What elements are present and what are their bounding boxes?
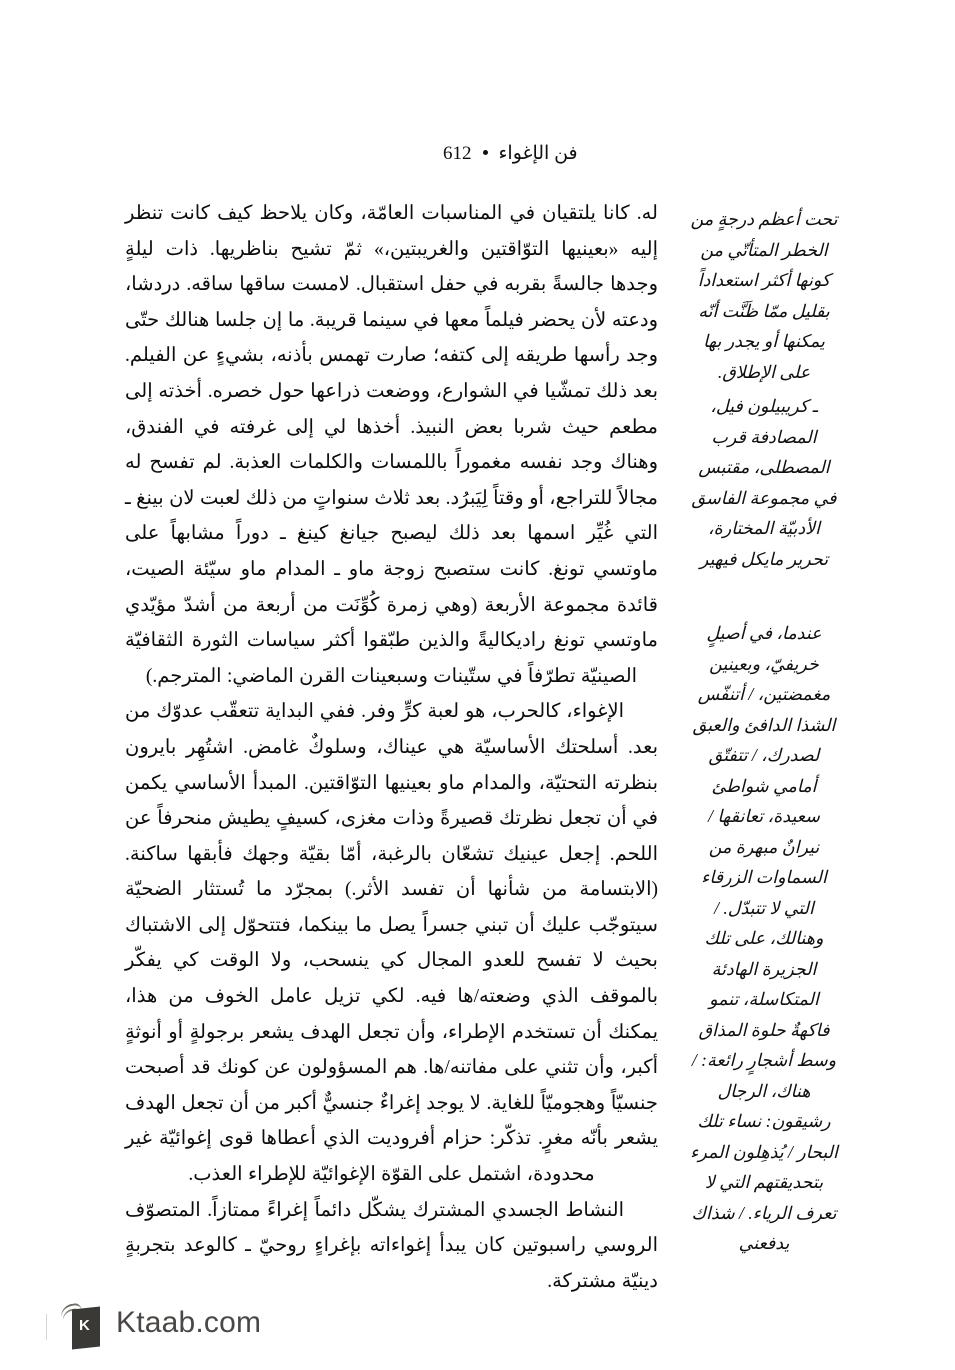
body-paragraph-3: النشاط الجسدي المشترك يشكّل دائماً إغراءً ممتازاً. المتصوّف الروسي راسبوتين كان يبدأ إغواءاته بإغراءٍ روحيّ ـ كالوعد بتجربةٍ دينيّة مشتركة. xyxy=(125,1199,658,1292)
book-logo-letter: K xyxy=(79,1317,90,1334)
body-paragraph-2: الإغواء، كالحرب، هو لعبة كرٍّ وفر. ففي البداية تتعقّب عدوّك من بعد. أسلحتك الأساسيّة هي عيناك، وسلوكٌ غامض. اشتُهِر بايرون بنظرته التحتيّة، والمدام ماو بعينيها التوّاقتين. المبدأ الأساسي يكمن في أن تجعل نظرتك قصيرةً وذات مغزى، كسيفٍ يطيش منحرفاً عن اللحم. إجعل عينيك تشعّان بالرغبة، أمّا بقيّة وجهك فأبقها ساكنة. (الابتسامة من شأنها أن تفسد الأثر.) بمجرّد ما تُستثار الضحيّة سيتوجّب عليك أن تبني جسراً يصل ما بينكما، فتتحوّل إلى الاشتباك بحيث لا تفسح للعدو المجال كي ينسحب، ولا الوقت كي يفكّر بالموقف الذي وضعته/ها فيه. لكي تزيل عامل الخوف من هذا، يمكنك أن تستخدم الإطراء، وأن تجعل الهدف يشعر برجولةٍ أو أنوثةٍ أكبر، وأن تثني على مفاتنه/ها. هم المسؤولون عن كونك قد أصبحت جنسيّاً وهجوميّاً للغاية. لا يوجد إغراءٌ جنسيٌّ أكبر من أن تجعل الهدف يشعر بأنّه مغرٍ. تذكّر: حزام أفروديت الذي أعطاها قوى إغوائيّة غير محدودة، اشتمل على القوّة الإغوائيّة للإطراء العذب. xyxy=(125,701,658,1186)
margin-notes-column xyxy=(688,204,840,1259)
site-watermark[interactable] xyxy=(60,1298,261,1348)
margin-quote-attribution: ـ كريبيلون فيل، المصادفة قرب المصطلى، مقتبس في مجموعة الفاسق الأدبيّة المختارة، تحرير مايكل فيهير xyxy=(691,396,837,569)
scan-edge-artifact xyxy=(46,1314,47,1340)
margin-notes-spacer xyxy=(688,574,840,618)
margin-quote-one: تحت أعظم درجةٍ من الخطر المتأتّي من كونها أكثر استعداداً بقليل ممّا ظَنَّت أنّه يمكنها أو يجدر بها على الإطلاق. xyxy=(690,209,838,382)
body-text-column xyxy=(125,196,658,1299)
page-number: 612 xyxy=(443,143,472,164)
watermark-brand-label: Ktaab.com xyxy=(116,1306,262,1339)
margin-quote-two: عندما، في أصيلٍ خريفيّ، وبعينين مغمضتين، / أتنفّس الشذا الدافئ والعبق لصدرك، / تتفتّق أمامي شواطئ سعيدة، تعانقها / نيرانٌ مبهرة من السماوات الزرقاء التي لا تتبدّل. / وهنالك، على تلك الجزيرة الهادئة المتكاسلة، تنمو فاكهةٌ حلوة المذاق وسط أشجارٍ رائعة: / هناك، الرجال رشيقون: نساء تلك البحار / يُذهِلون المرء بتحديقتهم التي لا تعرف الرياء. / شذاك يدفعني xyxy=(690,623,838,1253)
book-logo-icon xyxy=(60,1298,106,1348)
running-head-book-title: فن الإغواء xyxy=(498,143,578,164)
running-head-bullet-icon xyxy=(483,150,488,155)
running-head-inner xyxy=(440,142,578,165)
page-content xyxy=(115,196,840,1292)
running-head xyxy=(440,142,840,165)
body-paragraph-1: له. كانا يلتقيان في المناسبات العامّة، وكان يلاحظ كيف كانت تنظر إليه «بعينيها التوّاقتين والغريبتين،» ثمّ تشيح بناظريها. ذات ليلةٍ وجدها جالسةً بقربه في حفل استقبال. لامست ساقها ساقه. دردشا، ودعته لأن يحضر فيلماً معها في سينما قريبة. ما إن جلسا هنالك حتّى وجد رأسها طريقه إلى كتفه؛ صارت تهمس بأذنه، بشيءٍ عن الفيلم. بعد ذلك تمشّيا في الشوارع، ووضعت ذراعها حول خصره. أخذته إلى مطعم حيث شربا بعض النبيذ. أخذها لي إلى غرفته في الفندق، وهناك وجد نفسه مغموراً باللمسات والكلمات العذبة. لم تفسح له مجالاً للتراجع، أو وقتاً لِيَبرُد. بعد ثلاث سنواتٍ من ذلك لعبت لان بينغ ـ التي غُيِّر اسمها بعد ذلك ليصبح جيانغ كينغ ـ دوراً مشابهاً على ماوتسي تونغ. كانت ستصبح زوجة ماو ـ المدام ماو سيّئة الصيت، قائدة مجموعة الأربعة (وهي زمرة كُوِّنَت من أربعة من أشدّ مؤيّدي ماوتسي تونغ راديكاليةً والذين طبّقوا أكثر سياسات الثورة الثقافيّة الصينيّة تطرّفاً في ستّينات وسبعينات القرن الماضي: المترجم.) xyxy=(125,203,658,687)
